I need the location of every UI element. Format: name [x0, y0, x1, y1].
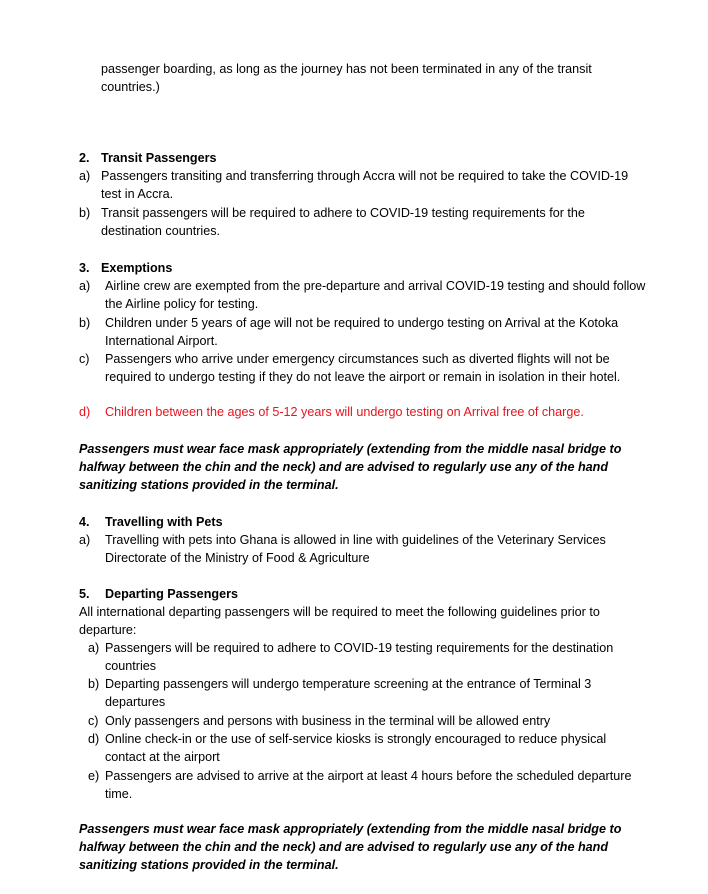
departing-intro: All international departing passengers will be required to meet the following guidelines prior to departure:	[79, 605, 600, 638]
item-label: c)	[88, 714, 99, 728]
item-label: b)	[88, 677, 100, 691]
section-title: Departing Passengers	[105, 587, 238, 601]
list-item	[79, 531, 644, 567]
list-item	[88, 767, 648, 803]
section-heading-exemptions	[79, 259, 659, 277]
section-title: Travelling with Pets	[105, 515, 223, 529]
list-item	[88, 675, 648, 711]
item-text: Passengers are advised to arrive at the airport at least 4 hours before the scheduled departure time.	[105, 769, 632, 802]
item-text: Passengers who arrive under emergency circumstances such as diverted flights will not be required to undergo testing if they do not leave the airport or remain in isolation in their hotel.	[105, 352, 621, 385]
list-item	[79, 204, 644, 240]
item-label: b)	[79, 316, 91, 330]
item-text: Online check-in or the use of self-service kiosks is strongly encouraged to reduce physical contact at the airport	[105, 732, 607, 765]
section-title: Transit Passengers	[101, 151, 217, 165]
item-text: Only passengers and persons with business in the terminal will be allowed entry	[105, 714, 551, 728]
item-label: a)	[79, 279, 91, 293]
item-text: Passengers transiting and transferring through Accra will not be required to take the COVID-19 test in Accra.	[101, 169, 629, 202]
item-text: Children between the ages of 5-12 years will undergo testing on Arrival free of charge.	[105, 405, 584, 419]
item-label: a)	[88, 641, 100, 655]
item-label: a)	[79, 533, 91, 547]
item-label: d)	[88, 732, 100, 746]
item-text: Departing passengers will undergo temperature screening at the entrance of Terminal 3 departures	[105, 677, 592, 710]
item-text: Transit passengers will be required to adhere to COVID-19 testing requirements for the destination countries.	[101, 206, 585, 239]
item-text: Airline crew are exempted from the pre-departure and arrival COVID-19 testing and should follow the Airline policy for testing.	[105, 279, 646, 312]
item-label: c)	[79, 352, 90, 366]
item-label: d)	[79, 405, 91, 419]
section-number: 4.	[79, 515, 90, 529]
list-item	[79, 277, 649, 313]
section-heading-pets	[79, 513, 659, 531]
face-mask-notice: Passengers must wear face mask appropriately (extending from the middle nasal bridge to halfway between the chin and the neck) and are advised to regularly use any of the hand sanitizing stations provided in the terminal.	[79, 822, 622, 873]
intro-continuation: passenger boarding, as long as the journey has not been terminated in any of the transit countries.)	[101, 62, 592, 95]
section-number: 3.	[79, 261, 90, 275]
list-item-highlighted	[79, 403, 649, 421]
item-label: b)	[79, 206, 91, 220]
section-title: Exemptions	[101, 261, 173, 275]
list-item	[88, 730, 648, 766]
item-label: a)	[79, 169, 91, 183]
section-heading-departing	[79, 585, 659, 603]
list-item	[88, 639, 648, 675]
list-item	[79, 167, 644, 203]
list-item	[88, 712, 648, 730]
item-text: Children under 5 years of age will not be required to undergo testing on Arrival at the Kotoka International Airport.	[105, 316, 619, 349]
item-label: e)	[88, 769, 100, 783]
item-text: Travelling with pets into Ghana is allowed in line with guidelines of the Veterinary Services Directorate of the Ministry of Food & Agriculture	[105, 533, 606, 566]
list-item	[79, 350, 649, 386]
face-mask-notice: Passengers must wear face mask appropriately (extending from the middle nasal bridge to halfway between the chin and the neck) and are advised to regularly use any of the hand sanitizing stations provided in the terminal.	[79, 442, 622, 493]
section-heading-transit	[79, 149, 659, 167]
section-number: 5.	[79, 587, 90, 601]
list-item	[79, 314, 649, 350]
item-text: Passengers will be required to adhere to COVID-19 testing requirements for the destination countries	[105, 641, 614, 674]
section-number: 2.	[79, 151, 90, 165]
